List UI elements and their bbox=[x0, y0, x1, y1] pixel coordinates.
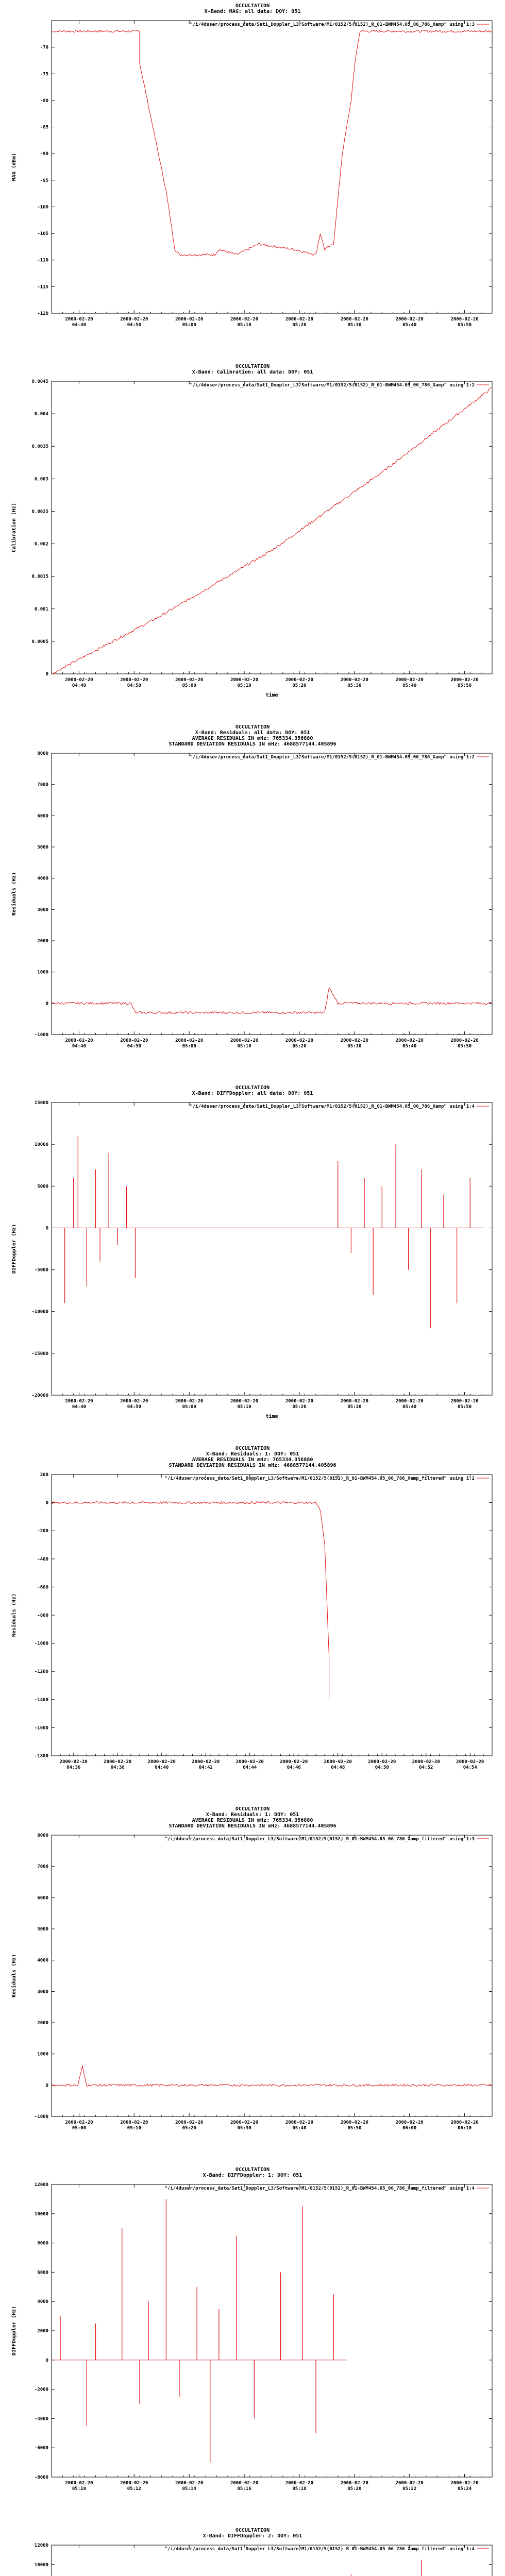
y-tick-label: 0 bbox=[45, 1001, 48, 1007]
y-tick-label: -100 bbox=[37, 205, 48, 210]
legend-label: "/i/4duser/process_data/Sat1_Doppler_L3/Software/M1/0152/5(0152)_R_01-BWM454.05_06_786_Xamp" using 1:4 bbox=[190, 1104, 475, 1109]
x-tick-label: 2000-02-20 05:10 bbox=[65, 2481, 93, 2492]
x-tick-label: 2000-02-20 05:50 bbox=[450, 1399, 479, 1410]
y-tick-label: -90 bbox=[40, 151, 48, 157]
y-tick-label: -1000 bbox=[34, 1641, 48, 1647]
y-tick-label: 12000 bbox=[34, 2182, 48, 2188]
series-line bbox=[52, 388, 492, 674]
x-tick-label: 2000-02-20 05:24 bbox=[450, 2481, 479, 2492]
y-axis-label: MAG (dBm) bbox=[11, 152, 17, 181]
x-tick-label: 2000-02-20 04:50 bbox=[120, 317, 148, 328]
chart-panel-6 bbox=[0, 1803, 505, 2164]
y-tick-label: -95 bbox=[40, 178, 48, 183]
y-tick-label: 0.0045 bbox=[31, 379, 48, 384]
y-axis-label: Calibration (Hz) bbox=[11, 502, 17, 553]
x-tick-label: 2000-02-20 05:40 bbox=[395, 677, 424, 688]
y-tick-label: 2000 bbox=[37, 2021, 48, 2026]
y-tick-label: 0.003 bbox=[34, 477, 48, 482]
y-tick-label: 1000 bbox=[37, 970, 48, 975]
y-tick-label: -85 bbox=[40, 125, 48, 130]
chart-title-line: OCCULTATION bbox=[235, 2528, 270, 2533]
y-tick-label: -1000 bbox=[34, 2114, 48, 2120]
x-tick-label: 2000-02-20 05:50 bbox=[450, 317, 479, 328]
y-tick-label: -15000 bbox=[31, 1351, 48, 1357]
y-tick-label: -200 bbox=[37, 1529, 48, 1534]
chart-title-line: OCCULTATION bbox=[235, 1085, 270, 1091]
chart-panel-4 bbox=[0, 1082, 505, 1443]
chart-title-line: AVERAGE RESIDUALS IN mHz: 765334.356880 bbox=[192, 1457, 313, 1463]
y-tick-label: 0.0005 bbox=[31, 639, 48, 645]
y-tick-label: -400 bbox=[37, 1556, 48, 1562]
x-tick-label: 2000-02-20 05:40 bbox=[395, 317, 424, 328]
y-tick-label: -20000 bbox=[31, 1393, 48, 1398]
x-tick-label: 2000-02-20 05:22 bbox=[395, 2481, 424, 2492]
y-tick-label: 0.0035 bbox=[31, 444, 48, 450]
chart-title-line: X-Band: DIFFDoppler: 1: DOY: 051 bbox=[203, 2173, 302, 2178]
legend-label: "/i/4duser/process_data/Sat1_Doppler_L3/Software/M1/0152/5(0152)_R_01-BWM454.05_06_786_Xamp" using 1:2 bbox=[190, 383, 475, 388]
y-tick-label: -120 bbox=[37, 311, 48, 316]
y-tick-label: 6000 bbox=[37, 2270, 48, 2276]
plot-frame bbox=[52, 1103, 492, 1395]
y-tick-label: 6000 bbox=[37, 1895, 48, 1901]
y-tick-label: 0 bbox=[45, 1226, 48, 1231]
y-tick-label: -2000 bbox=[34, 2387, 48, 2393]
x-tick-label: 2000-02-20 04:50 bbox=[120, 1399, 148, 1410]
plot-frame bbox=[52, 1835, 492, 2116]
y-tick-label: 5000 bbox=[37, 845, 48, 850]
x-tick-label: 2000-02-20 05:50 bbox=[450, 1038, 479, 1049]
y-tick-label: 4000 bbox=[37, 2299, 48, 2305]
x-tick-label: 2000-02-20 05:00 bbox=[175, 1038, 204, 1049]
chart-title-line: STANDARD DEVIATION RESIDUALS IN mHz: 4688577144.405896 bbox=[169, 741, 336, 747]
chart-title-line: OCCULTATION bbox=[235, 364, 270, 369]
chart-svg-6 bbox=[0, 1803, 505, 2164]
y-tick-label: 2000 bbox=[37, 939, 48, 944]
chart-title-line: OCCULTATION bbox=[235, 724, 270, 730]
x-tick-label: 2000-02-20 05:40 bbox=[395, 1399, 424, 1410]
x-tick-label: 2000-02-20 04:44 bbox=[235, 1759, 264, 1770]
y-tick-label: -1600 bbox=[34, 1725, 48, 1731]
y-tick-label: 6000 bbox=[37, 814, 48, 819]
chart-panel-2 bbox=[0, 361, 505, 721]
x-tick-label: 2000-02-20 06:10 bbox=[450, 2120, 479, 2131]
y-tick-label: 1000 bbox=[37, 2052, 48, 2057]
plot-frame bbox=[52, 21, 492, 313]
chart-title-line: OCCULTATION bbox=[235, 3, 270, 9]
x-axis-label: time bbox=[265, 1414, 278, 1419]
y-tick-label: -1800 bbox=[34, 1754, 48, 1759]
plot-frame bbox=[52, 2184, 492, 2477]
x-tick-label: 2000-02-20 05:20 bbox=[285, 1399, 314, 1410]
chart-title-line: X-Band: DIFFDoppler: 2: DOY: 051 bbox=[203, 2533, 302, 2539]
x-tick-label: 2000-02-20 05:20 bbox=[175, 2120, 204, 2131]
legend-label: "/i/4duser/process_data/Sat1_Doppler_L3/Software/M1/0152/5(0152)_R_01-BWM454.05_06_786_Xamp_filtered" using 1:3 bbox=[164, 1837, 475, 1842]
y-tick-label: 12000 bbox=[34, 2543, 48, 2548]
y-tick-label: -115 bbox=[37, 284, 48, 290]
y-tick-label: 2000 bbox=[37, 2329, 48, 2334]
y-tick-label: 8000 bbox=[37, 2241, 48, 2246]
x-tick-label: 2000-02-20 05:10 bbox=[230, 1399, 259, 1410]
y-tick-label: -75 bbox=[40, 72, 48, 77]
y-tick-label: 5000 bbox=[37, 1184, 48, 1190]
x-tick-label: 2000-02-20 05:30 bbox=[340, 1399, 368, 1410]
chart-panel-7 bbox=[0, 2164, 505, 2524]
x-tick-label: 2000-02-20 04:36 bbox=[59, 1759, 88, 1770]
y-tick-label: 4000 bbox=[37, 876, 48, 882]
chart-panel-1 bbox=[0, 0, 505, 361]
y-tick-label: 0.001 bbox=[34, 606, 48, 612]
y-tick-label: -4000 bbox=[34, 2416, 48, 2422]
chart-title-line: X-Band: DIFFDoppler: all data: DOY: 051 bbox=[192, 1091, 313, 1096]
y-tick-label: -1000 bbox=[34, 1032, 48, 1038]
x-tick-label: 2000-02-20 05:30 bbox=[340, 677, 368, 688]
chart-title-line: X-Band: MAG: all data: DOY: 051 bbox=[204, 9, 301, 14]
y-tick-label: -800 bbox=[37, 1613, 48, 1618]
y-tick-label: 200 bbox=[40, 1472, 48, 1478]
y-tick-label: 0.0015 bbox=[31, 574, 48, 580]
y-tick-label: -1400 bbox=[34, 1697, 48, 1703]
x-tick-label: 2000-02-20 04:50 bbox=[368, 1759, 396, 1770]
y-tick-label: 15000 bbox=[34, 1100, 48, 1106]
y-tick-label: -10000 bbox=[31, 1309, 48, 1315]
y-tick-label: -8000 bbox=[34, 2475, 48, 2480]
x-tick-label: 2000-02-20 05:20 bbox=[285, 317, 314, 328]
y-tick-label: 0 bbox=[45, 672, 48, 677]
y-axis-label: Residuals (Hz) bbox=[11, 1954, 17, 1998]
chart-svg-1 bbox=[0, 0, 505, 361]
chart-panel-3 bbox=[0, 721, 505, 1082]
series-line bbox=[52, 30, 492, 256]
y-tick-label: 5000 bbox=[37, 1927, 48, 1932]
y-tick-label: -110 bbox=[37, 258, 48, 263]
chart-svg-3 bbox=[0, 721, 505, 1082]
chart-panel-5 bbox=[0, 1443, 505, 1803]
x-tick-label: 2000-02-20 05:30 bbox=[340, 317, 368, 328]
series-line bbox=[52, 2065, 492, 2086]
y-tick-label: 10000 bbox=[34, 2211, 48, 2217]
chart-panel-8 bbox=[0, 2524, 505, 2576]
legend-label: "/i/4duser/process_data/Sat1_Doppler_L3/Software/M1/0152/5(0152)_R_01-BWM454.05_06_786_Xamp" using 1:2 bbox=[190, 755, 475, 760]
chart-svg-7 bbox=[0, 2164, 505, 2524]
x-tick-label: 2000-02-20 04:52 bbox=[412, 1759, 440, 1770]
x-tick-label: 2000-02-20 05:10 bbox=[230, 317, 259, 328]
x-tick-label: 2000-02-20 05:00 bbox=[175, 317, 204, 328]
y-axis-label: Residuals (Hz) bbox=[11, 1593, 17, 1637]
series-line bbox=[52, 988, 492, 1014]
y-tick-label: 0.0025 bbox=[31, 509, 48, 515]
y-tick-label: 8000 bbox=[37, 1833, 48, 1838]
x-axis-label: time bbox=[265, 692, 278, 698]
y-tick-label: -70 bbox=[40, 45, 48, 50]
chart-svg-2 bbox=[0, 361, 505, 721]
legend-label: "/i/4duser/process_data/Sat1_Doppler_L3/Software/M1/0152/5(0152)_R_01-BWM454.05_06_786_Xamp_filtered" using 1:4 bbox=[164, 2547, 475, 2552]
x-tick-label: 2000-02-20 04:48 bbox=[324, 1759, 352, 1770]
series-line bbox=[52, 1501, 329, 1699]
y-axis-label: Residuals (Hz) bbox=[11, 872, 17, 916]
x-tick-label: 2000-02-20 05:10 bbox=[230, 677, 259, 688]
x-tick-label: 2000-02-20 05:10 bbox=[230, 1038, 259, 1049]
plot-frame bbox=[52, 753, 492, 1035]
x-tick-label: 2000-02-20 05:00 bbox=[175, 1399, 204, 1410]
x-tick-label: 2000-02-20 04:40 bbox=[147, 1759, 176, 1770]
x-tick-label: 2000-02-20 05:40 bbox=[395, 1038, 424, 1049]
legend-label: "/i/4duser/process_data/Sat1_Doppler_L3/Software/M1/0152/5(0152)_R_01-BWM454.05_06_786_Xamp" using 1:3 bbox=[190, 22, 475, 27]
x-tick-label: 2000-02-20 06:00 bbox=[395, 2120, 424, 2131]
x-tick-label: 2000-02-20 04:40 bbox=[65, 677, 93, 688]
y-axis-label: DIFFDoppler (Hz) bbox=[11, 2306, 17, 2356]
y-tick-label: 10000 bbox=[34, 1142, 48, 1148]
y-tick-label: -80 bbox=[40, 98, 48, 104]
legend-label: "/i/4duser/process_data/Sat1_Doppler_L3/Software/M1/0152/5(0152)_R_01-BWM454.05_06_786_Xamp_filtered" using 1:2 bbox=[164, 1476, 475, 1481]
chart-title-line: X-Band: Calibration: all data: DOY: 051 bbox=[192, 369, 313, 375]
y-tick-label: 0.002 bbox=[34, 541, 48, 547]
chart-svg-8 bbox=[0, 2524, 505, 2576]
y-tick-label: -600 bbox=[37, 1585, 48, 1590]
y-tick-label: -5000 bbox=[34, 1267, 48, 1273]
x-tick-label: 2000-02-20 05:10 bbox=[120, 2120, 148, 2131]
chart-svg-5 bbox=[0, 1443, 505, 1803]
chart-title-line: X-Band: Residuals: all data: DOY: 051 bbox=[195, 730, 310, 736]
x-tick-label: 2000-02-20 05:20 bbox=[285, 677, 314, 688]
y-tick-label: 3000 bbox=[37, 1989, 48, 1995]
x-tick-label: 2000-02-20 04:40 bbox=[65, 317, 93, 328]
x-tick-label: 2000-02-20 05:14 bbox=[175, 2481, 204, 2492]
x-tick-label: 2000-02-20 05:00 bbox=[175, 677, 204, 688]
y-tick-label: 0 bbox=[45, 2083, 48, 2089]
chart-title-line: AVERAGE RESIDUALS IN mHz: 765334.356880 bbox=[192, 736, 313, 741]
x-tick-label: 2000-02-20 05:12 bbox=[120, 2481, 148, 2492]
x-tick-label: 2000-02-20 04:50 bbox=[120, 677, 148, 688]
chart-title-line: OCCULTATION bbox=[235, 2167, 270, 2173]
y-tick-label: 8000 bbox=[37, 751, 48, 756]
x-tick-label: 2000-02-20 04:50 bbox=[120, 1038, 148, 1049]
y-tick-label: 0.004 bbox=[34, 412, 48, 417]
y-tick-label: 4000 bbox=[37, 1958, 48, 1963]
plot-frame bbox=[52, 1475, 492, 1756]
chart-title-line: OCCULTATION bbox=[235, 1446, 270, 1451]
x-tick-label: 2000-02-20 05:30 bbox=[230, 2120, 259, 2131]
x-tick-label: 2000-02-20 04:42 bbox=[192, 1759, 220, 1770]
x-tick-label: 2000-02-20 05:18 bbox=[285, 2481, 314, 2492]
x-tick-label: 2000-02-20 05:50 bbox=[340, 2120, 368, 2131]
y-tick-label: 0 bbox=[45, 2358, 48, 2363]
x-tick-label: 2000-02-20 05:40 bbox=[285, 2120, 314, 2131]
y-tick-label: 3000 bbox=[37, 907, 48, 913]
x-tick-label: 2000-02-20 04:40 bbox=[65, 1038, 93, 1049]
x-tick-label: 2000-02-20 04:40 bbox=[65, 1399, 93, 1410]
x-tick-label: 2000-02-20 05:50 bbox=[450, 677, 479, 688]
x-tick-label: 2000-02-20 04:46 bbox=[280, 1759, 308, 1770]
chart-title-line: X-Band: Residuals: 1: DOY: 051 bbox=[206, 1812, 299, 1818]
chart-svg-4 bbox=[0, 1082, 505, 1443]
chart-title-line: AVERAGE RESIDUALS IN mHz: 765334.356880 bbox=[192, 1818, 313, 1823]
x-tick-label: 2000-02-20 04:54 bbox=[456, 1759, 484, 1770]
chart-title-line: OCCULTATION bbox=[235, 1806, 270, 1812]
chart-title-line: STANDARD DEVIATION RESIDUALS IN mHz: 4688577144.405896 bbox=[169, 1823, 336, 1829]
x-tick-label: 2000-02-20 05:30 bbox=[340, 1038, 368, 1049]
y-tick-label: 7000 bbox=[37, 782, 48, 788]
y-tick-label: -1200 bbox=[34, 1669, 48, 1675]
x-tick-label: 2000-02-20 05:00 bbox=[65, 2120, 93, 2131]
y-tick-label: 10000 bbox=[34, 2562, 48, 2568]
x-tick-label: 2000-02-20 05:16 bbox=[230, 2481, 259, 2492]
y-tick-label: 0 bbox=[45, 1500, 48, 1506]
y-axis-label: DIFFDoppler (Hz) bbox=[11, 1224, 17, 1274]
legend-label: "/i/4duser/process_data/Sat1_Doppler_L3/Software/M1/0152/5(0152)_R_01-BWM454.05_06_786_Xamp_filtered" using 1:4 bbox=[164, 2186, 475, 2191]
y-tick-label: -6000 bbox=[34, 2446, 48, 2451]
chart-title-line: X-Band: Residuals: 1: DOY: 051 bbox=[206, 1451, 299, 1457]
chart-title-line: STANDARD DEVIATION RESIDUALS IN mHz: 4688577144.405896 bbox=[169, 1463, 336, 1468]
y-tick-label: 7000 bbox=[37, 1864, 48, 1870]
x-tick-label: 2000-02-20 05:20 bbox=[285, 1038, 314, 1049]
y-tick-label: -105 bbox=[37, 231, 48, 237]
x-tick-label: 2000-02-20 05:20 bbox=[340, 2481, 368, 2492]
x-tick-label: 2000-02-20 04:38 bbox=[104, 1759, 132, 1770]
plot-frame bbox=[52, 381, 492, 674]
